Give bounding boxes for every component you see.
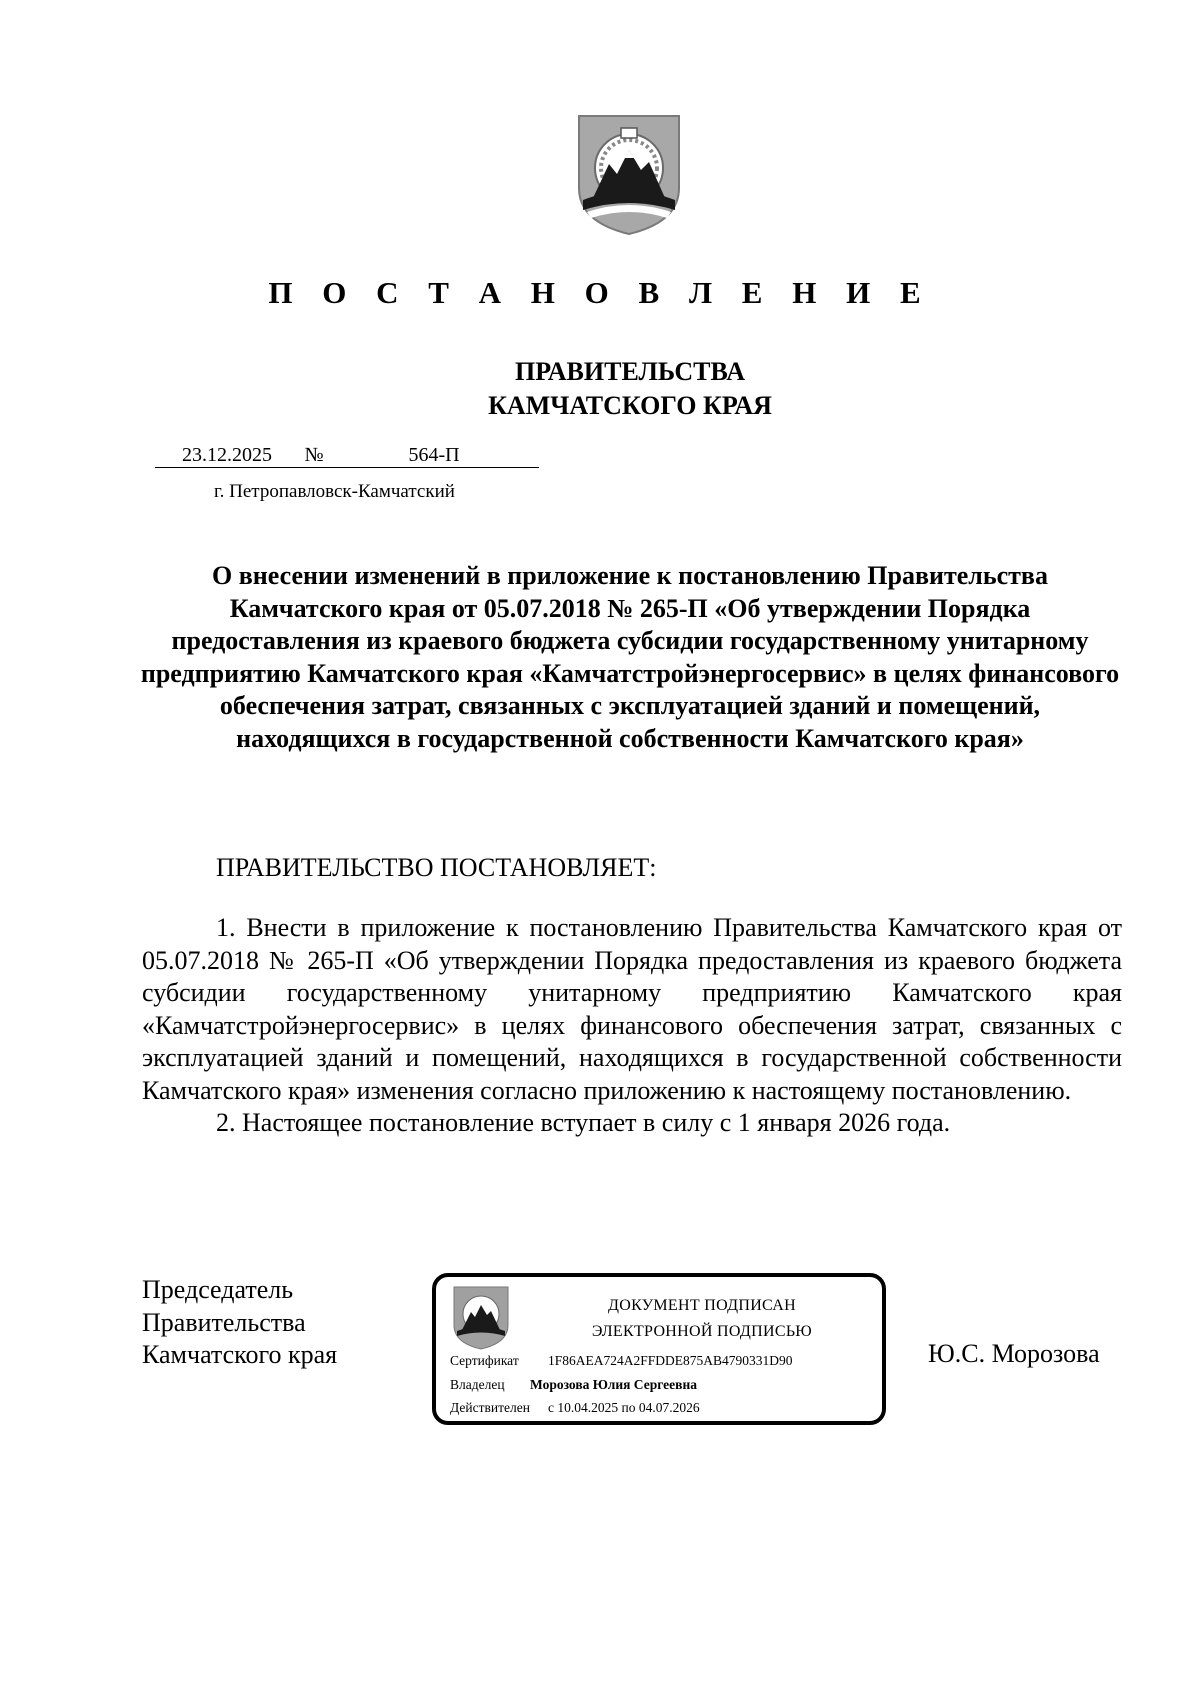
kamchatka-coat-of-arms-icon <box>575 112 683 238</box>
signer-name: Ю.С. Морозова <box>928 1339 1100 1368</box>
body-paragraph-1: 1. Внести в приложение к постановлению Правительства Камчатского края от 05.07.2018 № 265-П «Об утверждении Порядка предоставления из краевого бюджета субсидии государственному унитарному предприятию Камчатского края «Камчатстройэнергосервис» в целях финансового обеспечения затрат, связанных с эксплуатацией зданий и помещений, находящихся в государственной собственности Камчатского края» изменения согласно приложению к настоящему постановлению. <box>142 913 1122 1105</box>
stamp-validity-label: Действителен <box>450 1400 530 1415</box>
stamp-owner-row <box>450 1377 697 1393</box>
stamp-owner-value: Морозова Юлия Сергеевна <box>530 1377 697 1392</box>
document-city: г. Петропавловск-Камчатский <box>214 481 455 502</box>
stamp-certificate-label: Сертификат <box>450 1353 519 1368</box>
document-subject-title: О внесении изменений в приложение к постановлению Правительства Камчатского края от 05.07.2018 № 265-П «Об утверждении Порядка предоставления из краевого бюджета субсидии государственному унитарному предприятию Камчатского края «Камчатстройэнергосервис» в целях финансового обеспечения затрат, связанных с эксплуатацией зданий и помещений, находящихся в государственной собственности Камчатского края» <box>140 561 1120 753</box>
stamp-emblem-icon <box>452 1285 510 1351</box>
body-paragraph-2: 2. Настоящее постановление вступает в силу с 1 января 2026 года. <box>216 1108 951 1137</box>
signer-position <box>142 1274 337 1372</box>
government-decides-heading: ПРАВИТЕЛЬСТВО ПОСТАНОВЛЯЕТ: <box>216 853 657 882</box>
issuer-line-2: КАМЧАТСКОГО КРАЯ <box>488 391 772 420</box>
stamp-validity-row <box>450 1400 700 1416</box>
stamp-certificate-row <box>450 1353 793 1369</box>
issuer-block <box>0 355 1200 423</box>
stamp-heading <box>522 1293 882 1345</box>
signer-position-line-3: Камчатского края <box>142 1340 338 1369</box>
document-body <box>142 912 1122 1140</box>
document-date: 23.12.2025 <box>155 444 299 468</box>
stamp-certificate-value: 1F86AEA724A2FFDDE875AB4790331D90 <box>548 1353 793 1368</box>
date-number-line <box>155 444 539 468</box>
electronic-signature-stamp <box>432 1273 886 1425</box>
stamp-owner-label: Владелец <box>450 1377 505 1392</box>
document-type-title: П О С Т А Н О В Л Е Н И Е <box>268 275 932 310</box>
stamp-heading-line-1: ДОКУМЕНТ ПОДПИСАН <box>608 1297 796 1314</box>
stamp-validity-value: с 10.04.2025 по 04.07.2026 <box>548 1400 700 1415</box>
signer-position-line-1: Председатель <box>142 1275 294 1304</box>
issuer-line-1: ПРАВИТЕЛЬСТВА <box>515 357 745 386</box>
signer-position-line-2: Правительства <box>142 1307 306 1337</box>
stamp-heading-line-2: ЭЛЕКТРОННОЙ ПОДПИСЬЮ <box>591 1323 813 1340</box>
document-number: 564-П <box>329 444 539 468</box>
number-sign: № <box>299 444 329 468</box>
